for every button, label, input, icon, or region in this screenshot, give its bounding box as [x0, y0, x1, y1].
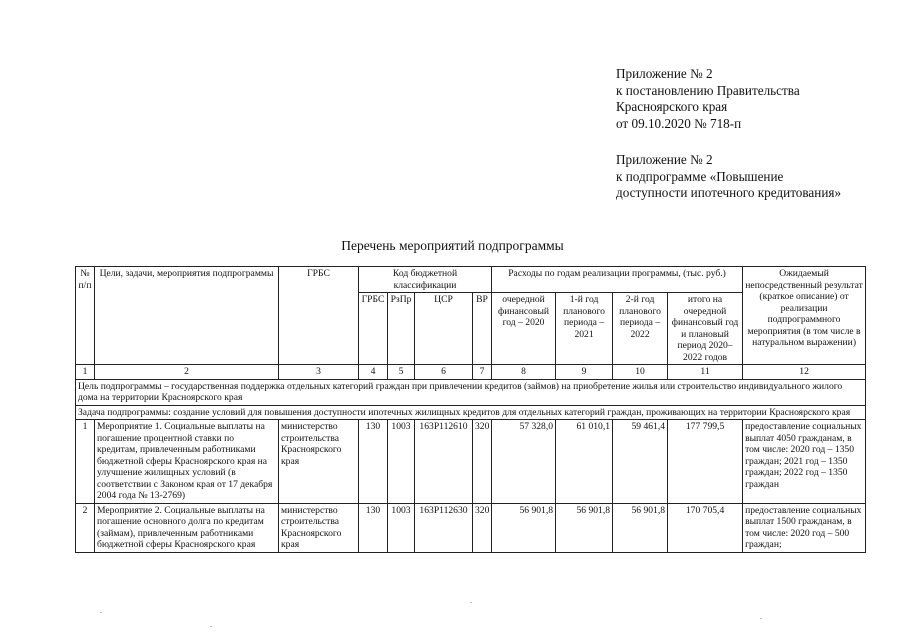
header-csr: ЦСР [415, 293, 473, 365]
row-year-2021: 56 901,8 [556, 503, 613, 552]
appendix-line: Приложение № 2 [616, 66, 713, 81]
header-year-2020: очередной финансовый год – 2020 [492, 293, 556, 365]
row-activity: Мероприятие 2. Социальные выплаты на погашение основного долга по кредитам (займам), привлеченным работниками бюджетной сферы Красноярского края [95, 503, 279, 552]
row-activity: Мероприятие 1. Социальные выплаты на погашение процентной ставки по кредитам, привлеченным работниками бюджетной сферы Красноярского края на улучшение жилищных условий (в соответствии с Законом края от 17 декабря 2004 года № 13-2769) [95, 420, 279, 504]
header-num: № п/п [76, 267, 95, 365]
col-number: 8 [492, 365, 556, 380]
appendix-line: Приложение № 2 [616, 152, 713, 167]
row-num: 2 [76, 503, 95, 552]
row-grbs-code: 130 [359, 503, 388, 552]
row-rzpr: 1003 [388, 503, 415, 552]
scan-speck [760, 618, 762, 619]
row-result: предоставление социальных выплат 1500 гражданам, в том числе: 2020 год – 500 граждан; [743, 503, 866, 552]
col-number: 7 [473, 365, 492, 380]
task-row [76, 405, 866, 420]
page-bottom-margin [0, 568, 905, 639]
header-year-2022: 2-й год планового периода – 2022 [613, 293, 668, 365]
header-rzpr: РзПр [388, 293, 415, 365]
row-year-2021: 61 010,1 [556, 420, 613, 504]
row-total: 177 799,5 [668, 420, 743, 504]
scan-speck [100, 612, 102, 613]
row-grbs: министерство строительства Красноярского края [279, 420, 359, 504]
row-grbs-code: 130 [359, 420, 388, 504]
table-row [76, 420, 866, 504]
header-total: итого на очередной финансовый год и плановый период 2020–2022 годов [668, 293, 743, 365]
appendix-block-subprogram [616, 152, 896, 202]
row-year-2022: 59 461,4 [613, 420, 668, 504]
row-csr: 163Р112610 [415, 420, 473, 504]
col-number: 12 [743, 365, 866, 380]
header-goals: Цели, задачи, мероприятия подпрограммы [95, 267, 279, 365]
row-vr: 320 [473, 420, 492, 504]
appendix-line: доступности ипотечного кредитования» [616, 185, 842, 200]
col-number: 10 [613, 365, 668, 380]
row-year-2020: 56 901,8 [492, 503, 556, 552]
appendix-line: от 09.10.2020 № 718-п [616, 115, 742, 131]
row-csr: 163Р112630 [415, 503, 473, 552]
col-number: 3 [279, 365, 359, 380]
row-total: 170 705,4 [668, 503, 743, 552]
col-number: 4 [359, 365, 388, 380]
header-budget-code: Код бюджетной классификации [359, 267, 492, 293]
scan-speck [470, 602, 472, 603]
goal-text: Цель подпрограммы – государственная поддержка отдельных категорий граждан при привлечении кредитов (займов) на приобретение жилья или строительство индивидуального жилого дома на территории Красноярского края [76, 379, 866, 405]
header-grbs: ГРБС [279, 267, 359, 365]
row-year-2022: 56 901,8 [613, 503, 668, 552]
task-text: Задача подпрограммы: создание условий для повышения доступности ипотечных жилищных кредитов для отдельных категорий граждан, проживающих на территории Красноярского края [76, 405, 866, 420]
table-row [76, 503, 866, 552]
header-row-1 [76, 267, 866, 293]
column-number-row [76, 365, 866, 380]
header-expenses: Расходы по годам реализации программы, (тыс. руб.) [492, 267, 743, 293]
appendix-line: к постановлению Правительства [616, 82, 800, 98]
row-num: 1 [76, 420, 95, 504]
row-vr: 320 [473, 503, 492, 552]
col-number: 11 [668, 365, 743, 380]
header-year-2021: 1-й год планового периода – 2021 [556, 293, 613, 365]
activities-table [75, 266, 866, 553]
appendix-line: Красноярского края [616, 99, 728, 114]
header-result: Ожидаемый непосредственный результат (краткое описание) от реализации подпрограммного мероприятия (в том числе в натуральном выражении) [743, 267, 866, 365]
header-vr: ВР [473, 293, 492, 365]
goal-row [76, 379, 866, 405]
col-number: 6 [415, 365, 473, 380]
appendix-line: к подпрограмме «Повышение [616, 168, 784, 184]
col-number: 1 [76, 365, 95, 380]
row-year-2020: 57 328,0 [492, 420, 556, 504]
appendix-block-resolution [616, 66, 896, 132]
row-grbs: министерство строительства Красноярского края [279, 503, 359, 552]
header-grbs-code: ГРБС [359, 293, 388, 365]
col-number: 9 [556, 365, 613, 380]
col-number: 5 [388, 365, 415, 380]
document-title: Перечень мероприятий подпрограммы [341, 238, 564, 253]
row-rzpr: 1003 [388, 420, 415, 504]
row-result: предоставление социальных выплат 4050 гражданам, в том числе: 2020 год – 1350 граждан; 2021 год – 1350 граждан; 2022 год – 1350 граждан [743, 420, 866, 504]
col-number: 2 [95, 365, 279, 380]
scan-speck [210, 626, 212, 627]
